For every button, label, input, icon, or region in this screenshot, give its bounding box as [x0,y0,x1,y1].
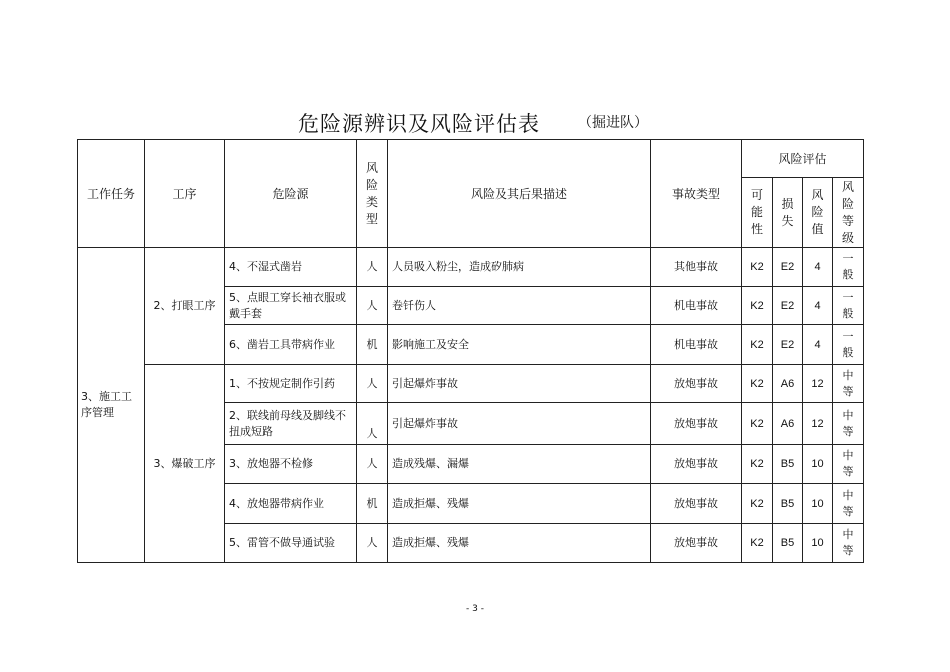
possibility-cell: K2 [742,484,773,524]
header-hazard: 危险源 [225,140,357,248]
header-risk-level-char: 风 [842,179,855,194]
loss-cell: E2 [773,287,803,325]
header-risk-value [803,178,833,248]
task-cell: 3、施工工序管理 [78,248,145,563]
header-process: 工序 [145,140,225,248]
hazard-cell: 5、点眼工穿长袖衣服或戴手套 [225,287,357,325]
accident-type-cell: 放炮事故 [651,524,742,563]
header-risk-value-char: 险 [811,205,824,219]
possibility-cell: K2 [742,325,773,365]
accident-type-cell: 其他事故 [651,248,742,287]
header-possibility-char: 可 [750,188,763,202]
hazard-cell: 3、放炮器不检修 [225,445,357,484]
hazard-cell: 4、不湿式凿岩 [225,248,357,287]
risk-level-char: 中 [842,408,854,422]
risk-level-char: 等 [842,504,854,518]
process-cell: 2、打眼工序 [145,248,225,365]
risk-value-cell: 4 [803,287,833,325]
table-row [78,248,864,287]
risk-level-cell [833,445,864,484]
risk-type-cell: 人 [357,524,388,563]
risk-level-char: 一 [842,252,854,265]
page-number: - 3 - [466,604,484,614]
risk-level-char: 等 [842,465,854,478]
header-loss [773,178,803,248]
risk-level-char: 一 [842,329,854,343]
risk-level-char: 一 [842,290,854,304]
loss-cell: E2 [773,325,803,365]
description-cell: 影响施工及安全 [388,325,651,365]
risk-type-cell: 人 [357,287,388,325]
risk-level-char: 中 [842,528,854,541]
header-row-top [78,140,864,178]
team-label: （掘进队） [578,115,648,131]
risk-value-cell: 12 [803,403,833,445]
possibility-cell: K2 [742,524,773,563]
header-risk-level-char: 险 [842,196,855,211]
risk-level-cell [833,248,864,287]
possibility-cell: K2 [742,403,773,445]
risk-level-char: 等 [842,424,854,438]
risk-value-cell: 10 [803,524,833,563]
risk-level-char: 中 [842,449,854,462]
description-cell: 造成残爆、漏爆 [388,445,651,484]
header-possibility-char: 能 [750,205,763,219]
header-risk-type-char: 型 [365,211,378,226]
risk-value-cell: 12 [803,365,833,403]
hazard-cell: 4、放炮器带病作业 [225,484,357,524]
loss-cell: E2 [773,248,803,287]
risk-level-cell [833,524,864,563]
description-cell: 引起爆炸事故 [388,365,651,403]
loss-cell: B5 [773,524,803,563]
accident-type-cell: 放炮事故 [651,403,742,445]
possibility-cell: K2 [742,445,773,484]
loss-cell: B5 [773,445,803,484]
risk-value-cell: 4 [803,248,833,287]
description-cell: 引起爆炸事故 [388,403,651,445]
risk-type-cell: 机 [357,484,388,524]
header-assessment: 风险评估 [742,140,864,178]
description-cell: 造成拒爆、残爆 [388,484,651,524]
table-row [78,365,864,403]
accident-type-cell: 机电事故 [651,287,742,325]
header-risk-value-char: 值 [811,222,824,236]
loss-cell: A6 [773,365,803,403]
document-header [0,108,950,138]
risk-level-char: 般 [842,345,854,359]
header-risk-level [833,178,864,248]
risk-level-cell [833,287,864,325]
accident-type-cell: 放炮事故 [651,445,742,484]
accident-type-cell: 放炮事故 [651,365,742,403]
risk-level-char: 等 [842,544,854,557]
risk-value-cell: 10 [803,484,833,524]
header-loss-char: 失 [781,213,794,228]
hazard-cell: 5、雷管不做导通试验 [225,524,357,563]
risk-value-cell: 4 [803,325,833,365]
document-title: 危险源辨识及风险评估表 [298,112,540,136]
hazard-cell: 2、联线前母线及脚线不扭成短路 [225,403,357,445]
header-risk-level-char: 等 [842,213,855,228]
header-risk-value-char: 风 [811,188,824,202]
risk-level-char: 般 [842,306,854,320]
hazard-cell: 6、凿岩工具带病作业 [225,325,357,365]
description-cell: 卷钎伤人 [388,287,651,325]
loss-cell: B5 [773,484,803,524]
risk-level-cell [833,484,864,524]
description-cell: 人员吸入粉尘，造成矽肺病 [388,248,651,287]
description-cell: 造成拒爆、残爆 [388,524,651,563]
loss-cell: A6 [773,403,803,445]
accident-type-cell: 放炮事故 [651,484,742,524]
risk-level-char: 等 [842,384,854,398]
risk-type-cell: 人 [357,248,388,287]
risk-level-cell [833,365,864,403]
possibility-cell: K2 [742,248,773,287]
risk-level-char: 中 [842,368,854,382]
header-possibility [742,178,773,248]
risk-type-cell: 人 [357,403,388,445]
risk-type-cell: 人 [357,445,388,484]
possibility-cell: K2 [742,287,773,325]
header-risk-type-char: 类 [365,194,378,209]
hazard-cell: 1、不按规定制作引药 [225,365,357,403]
header-risk-level-char: 级 [842,230,855,245]
header-loss-char: 损 [781,196,794,211]
risk-type-cell: 人 [357,365,388,403]
process-cell: 3、爆破工序 [145,365,225,563]
possibility-cell: K2 [742,365,773,403]
risk-value-cell: 10 [803,445,833,484]
risk-level-char: 般 [842,268,854,281]
risk-assessment-table [77,139,864,563]
risk-level-char: 中 [842,488,854,502]
header-accident-type: 事故类型 [651,140,742,248]
header-possibility-char: 性 [750,222,763,236]
header-risk-type-char: 险 [365,177,378,192]
header-risk-type [357,140,388,248]
header-task: 工作任务 [78,140,145,248]
header-description: 风险及其后果描述 [388,140,651,248]
header-risk-type-char: 风 [365,160,378,175]
risk-level-cell [833,403,864,445]
accident-type-cell: 机电事故 [651,325,742,365]
risk-type-cell: 机 [357,325,388,365]
risk-level-cell [833,325,864,365]
